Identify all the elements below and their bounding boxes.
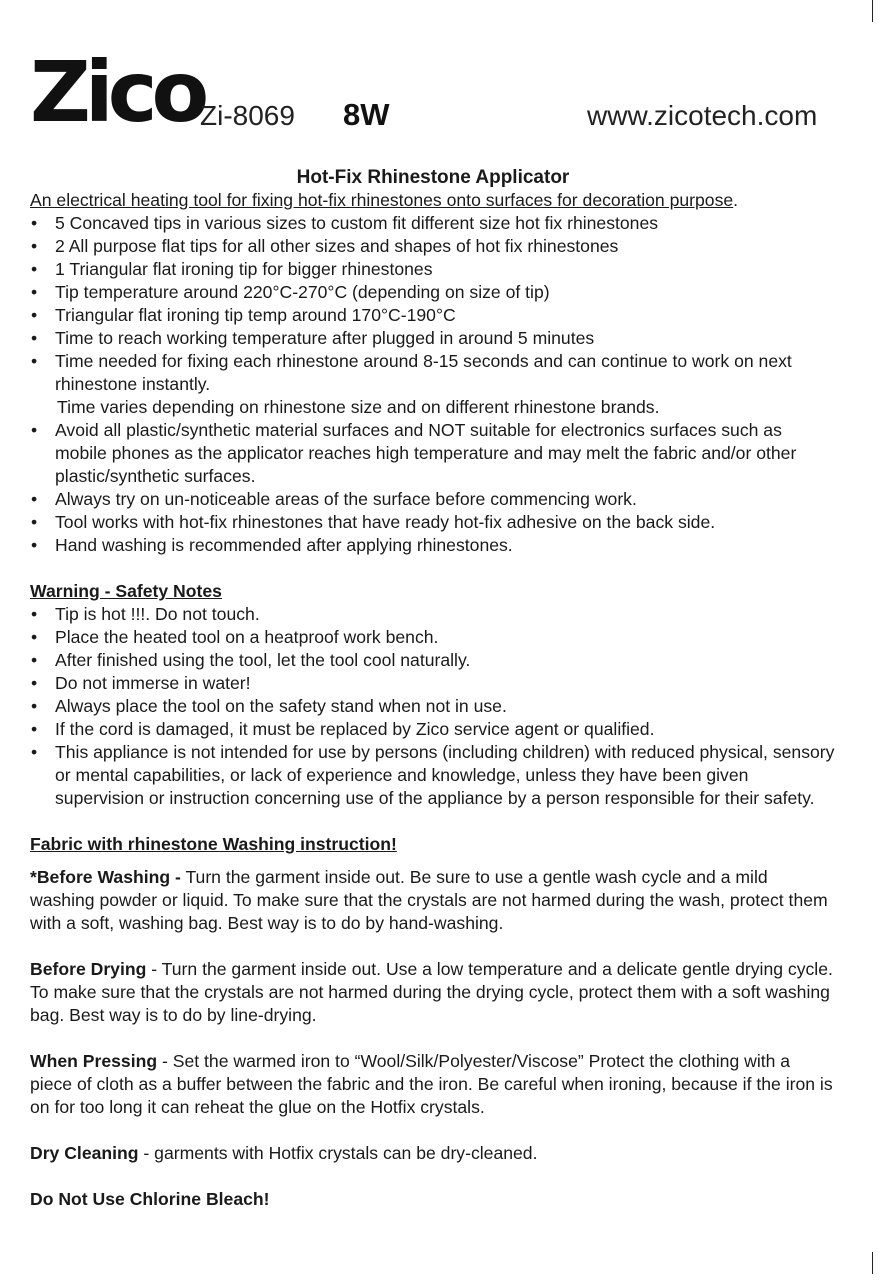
page-title: Hot-Fix Rhinestone Applicator <box>296 167 570 188</box>
list-item: • 5 Concaved tips in various sizes to custom fit different size hot fix rhinestones <box>30 212 836 235</box>
before-washing-text: Turn the garment inside out. Be sure to use a gentle wash cycle and a mild washing powder or liquid. To make sure that the crystals are not harmed during the wash, protect them with a soft, washing bag. Best way is to do by hand-washing. <box>30 867 828 933</box>
when-pressing-label: When Pressing <box>30 1051 158 1071</box>
list-item: • This appliance is not intended for use by persons (including children) with reduced physical, sensory or mental capabilities, or lack of experience and knowledge, unless they have been given supervision or instruction concerning use of the appliance by a person responsible for their safety. <box>30 741 836 810</box>
list-item: • 1 Triangular flat ironing tip for bigger rhinestones <box>30 258 836 281</box>
zico-logo: Zico <box>30 43 204 141</box>
washing-heading: Fabric with rhinestone Washing instruction! <box>30 834 397 854</box>
warning-heading: Warning - Safety Notes <box>30 581 222 601</box>
list-item: • Tool works with hot-fix rhinestones that have ready hot-fix adhesive on the back side. <box>30 511 836 534</box>
wattage: 8W <box>343 97 390 132</box>
intro-underlined: An electrical heating tool for fixing hot-fix rhinestones onto surfaces for decoration purpose <box>30 190 734 210</box>
website-url: www.zicotech.com <box>587 100 818 131</box>
dry-cleaning-label: Dry Cleaning <box>30 1143 139 1163</box>
when-pressing-paragraph <box>30 1050 836 1119</box>
list-item: • If the cord is damaged, it must be replaced by Zico service agent or qualified. <box>30 718 836 741</box>
model-number: Zi-8069 <box>200 100 295 131</box>
document-body <box>30 166 836 1211</box>
list-item: • Avoid all plastic/synthetic material surfaces and NOT suitable for electronics surfaces such as mobile phones as the applicator reaches high temperature and may melt the fabric and/or other plastic/synthetic surfaces. <box>30 419 836 488</box>
intro-text <box>30 189 836 212</box>
list-item: • Time to reach working temperature after plugged in around 5 minutes <box>30 327 836 350</box>
before-washing-paragraph <box>30 866 836 935</box>
crop-mark-bottom <box>872 1252 873 1274</box>
list-item: • Hand washing is recommended after applying rhinestones. <box>30 534 836 557</box>
before-drying-paragraph <box>30 958 836 1027</box>
list-item: • Tip is hot !!!. Do not touch. <box>30 603 836 626</box>
dry-cleaning-text: - garments with Hotfix crystals can be dry-cleaned. <box>138 1143 538 1163</box>
crop-mark-top <box>872 0 873 22</box>
when-pressing-text: - Set the warmed iron to “Wool/Silk/Polyester/Viscose” Protect the clothing with a piece of cloth as a buffer between the fabric and the iron. Be careful when ironing, because if the iron is on for too long it can reheat the glue on the Hotfix crystals. <box>30 1051 833 1117</box>
list-item: • Tip temperature around 220°C-270°C (depending on size of tip) <box>30 281 836 304</box>
list-item: • Triangular flat ironing tip temp around 170°C-190°C <box>30 304 836 327</box>
feature-list-2 <box>30 419 836 557</box>
before-drying-text: - Turn the garment inside out. Use a low temperature and a delicate gentle drying cycle. To make sure that the crystals are not harmed during the drying cycle, protect them with a soft washing bag. Best way is to do by line-drying. <box>30 959 833 1025</box>
warning-list <box>30 603 836 810</box>
list-item: • Time needed for fixing each rhinestone around 8-15 seconds and can continue to work on next rhinestone instantly. <box>30 350 836 396</box>
no-bleach-text: Do Not Use Chlorine Bleach! <box>30 1189 270 1209</box>
list-item: • After finished using the tool, let the tool cool naturally. <box>30 649 836 672</box>
before-drying-label: Before Drying <box>30 959 147 979</box>
list-item: • Always try on un-noticeable areas of the surface before commencing work. <box>30 488 836 511</box>
feature-list <box>30 212 836 396</box>
list-item: • Always place the tool on the safety stand when not in use. <box>30 695 836 718</box>
list-item: • Place the heated tool on a heatproof work bench. <box>30 626 836 649</box>
no-bleach-paragraph <box>30 1188 836 1211</box>
list-item: • Do not immerse in water! <box>30 672 836 695</box>
intro-period: . <box>733 190 739 210</box>
dry-cleaning-paragraph <box>30 1142 836 1165</box>
list-item: • 2 All purpose flat tips for all other sizes and shapes of hot fix rhinestones <box>30 235 836 258</box>
before-washing-label: *Before Washing - <box>30 867 181 887</box>
features-note: Time varies depending on rhinestone size and on different rhinestone brands. <box>57 397 660 417</box>
